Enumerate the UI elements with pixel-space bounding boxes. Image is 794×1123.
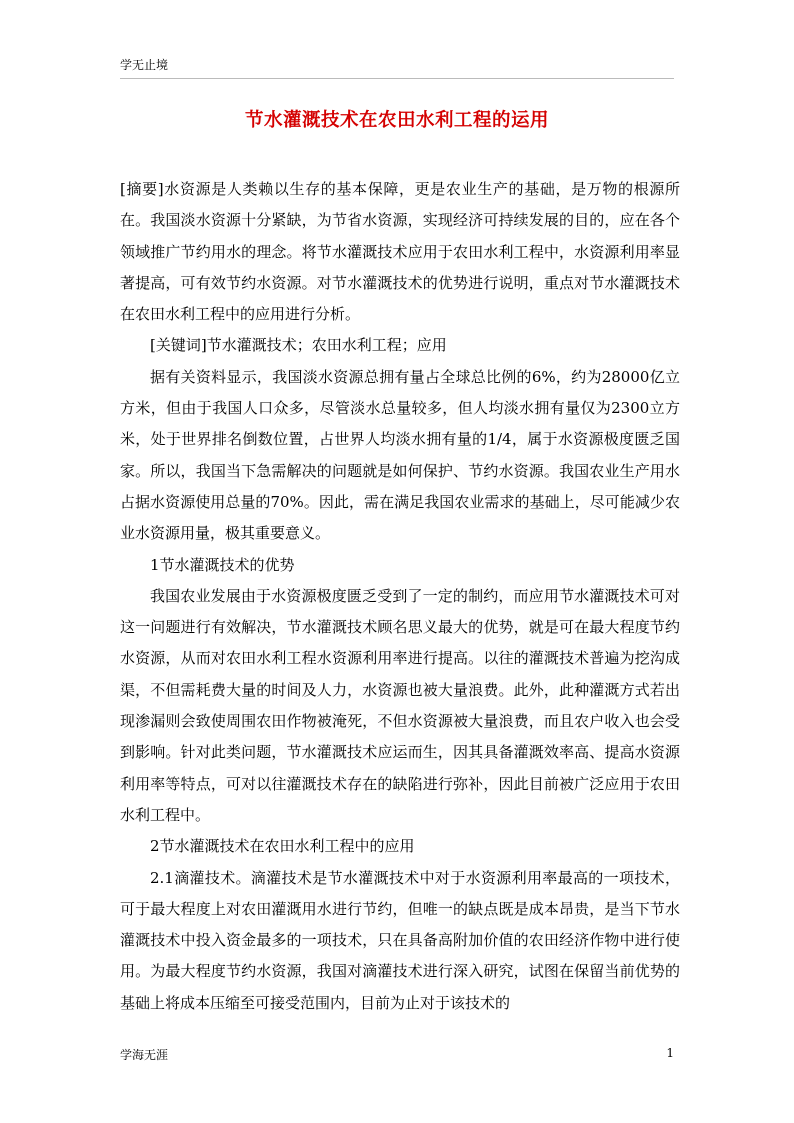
header-divider: [120, 78, 674, 79]
keywords-paragraph: [关键词]节水灌溉技术；农田水利工程；应用: [150, 336, 447, 355]
document-body: [120, 174, 680, 1019]
body-paragraph: 据有关资料显示，我国淡水资源总拥有量占全球总比例的6%，约为28000亿立方米，但由于我国人口众多，尽管淡水总量较多，但人均淡水拥有量仅为2300立方米，处于世界排名倒数位置，占世界人均淡水拥有量的1/4，属于水资源极度匮乏国家。所以，我国当下急需解决的问题就是如何保护、节约水资源。我国农业生产用水占据水资源使用总量的70%。因此，需在满足我国农业需求的基础上，尽可能减少农业水资源用量，极其重要意义。: [120, 367, 680, 543]
body-paragraph: 2.1滴灌技术。滴灌技术是节水灌溉技术中对于水资源利用率最高的一项技术，可于最大程度上对农田灌溉用水进行节约，但唯一的缺点既是成本昂贵，是当下节水灌溉技术中投入资金最多的一项技术，只在具备高附加价值的农田经济作物中进行使用。为最大程度节约水资源，我国对滴灌技术进行深入研究，试图在保留当前优势的基础上将成本压缩至可接受范围内，目前为止对于该技术的: [120, 868, 680, 1012]
section-heading: 1节水灌溉技术的优势: [150, 555, 295, 574]
page-header: 学无止境: [120, 58, 169, 72]
body-paragraph: 我国农业发展由于水资源极度匮乏受到了一定的制约，而应用节水灌溉技术可对这一问题进行有效解决，节水灌溉技术顾名思义最大的优势，就是可在最大程度节约水资源，从而对农田水利工程水资源利用率进行提高。以往的灌溉技术普遍为挖沟成渠，不但需耗费大量的时间及人力，水资源也被大量浪费。此外，此种灌溉方式若出现渗漏则会致使周围农田作物被淹死，不但水资源被大量浪费，而且农户收入也会受到影响。针对此类问题，节水灌溉技术应运而生，因其具备灌溉效率高、提高水资源利用率等特点，可对以往灌溉技术存在的缺陷进行弥补，因此目前被广泛应用于农田水利工程中。: [120, 586, 680, 824]
abstract-paragraph: [摘要]水资源是人类赖以生存的基本保障，更是农业生产的基础，是万物的根源所在。我国淡水资源十分紧缺，为节省水资源，实现经济可持续发展的目的，应在各个领域推广节约用水的理念。将节水灌溉技术应用于农田水利工程中，水资源利用率显著提高，可有效节约水资源。对节水灌溉技术的优势进行说明，重点对节水灌溉技术在农田水利工程中的应用进行分析。: [120, 180, 680, 324]
section-heading: 2节水灌溉技术在农田水利工程中的应用: [150, 837, 415, 856]
page-footer: 学海无涯: [120, 1048, 169, 1062]
page-number: 1: [666, 1046, 674, 1060]
document-title: 节水灌溉技术在农田水利工程的运用: [244, 110, 549, 131]
